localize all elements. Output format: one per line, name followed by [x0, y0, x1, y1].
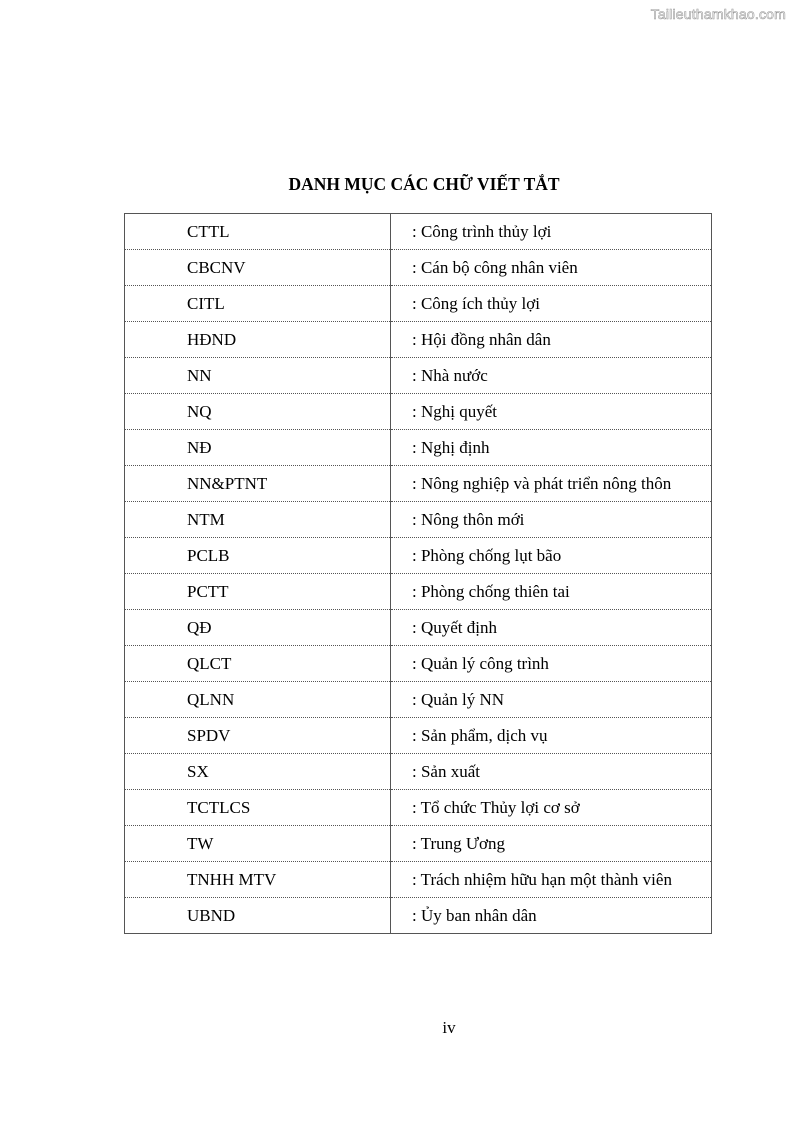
abbreviation: CTTL [125, 214, 391, 250]
table-row [125, 358, 712, 394]
definition: : Quản lý công trình [391, 646, 712, 682]
abbreviation: TW [125, 826, 391, 862]
abbreviation: PCTT [125, 574, 391, 610]
definition: : Sản xuất [391, 754, 712, 790]
table-row [125, 394, 712, 430]
abbreviation: HĐND [125, 322, 391, 358]
table-row [125, 754, 712, 790]
abbreviation-table [124, 213, 712, 934]
definition: : Công trình thủy lợi [391, 214, 712, 250]
definition: : Phòng chống thiên tai [391, 574, 712, 610]
abbreviation: NĐ [125, 430, 391, 466]
abbreviation: TCTLCS [125, 790, 391, 826]
table-row [125, 538, 712, 574]
abbreviation: NN [125, 358, 391, 394]
table-row [125, 646, 712, 682]
definition: : Phòng chống lụt bão [391, 538, 712, 574]
table-row [125, 718, 712, 754]
table-row [125, 790, 712, 826]
table-row [125, 322, 712, 358]
table-row [125, 826, 712, 862]
table-row [125, 898, 712, 934]
table-row [125, 430, 712, 466]
abbreviation: TNHH MTV [125, 862, 391, 898]
table-row [125, 862, 712, 898]
abbreviation: QLCT [125, 646, 391, 682]
definition: : Nghị quyết [391, 394, 712, 430]
abbreviation: SPDV [125, 718, 391, 754]
table-row [125, 286, 712, 322]
definition: : Nghị định [391, 430, 712, 466]
table-row [125, 574, 712, 610]
table-row [125, 610, 712, 646]
definition: : Sản phẩm, dịch vụ [391, 718, 712, 754]
definition: : Nhà nước [391, 358, 712, 394]
definition: : Trung Ương [391, 826, 712, 862]
abbreviation: NQ [125, 394, 391, 430]
definition: : Nông nghiệp và phát triển nông thôn [391, 466, 712, 502]
abbreviation: UBND [125, 898, 391, 934]
watermark: Tailieuthamkhao.com [650, 6, 786, 22]
table-row [125, 502, 712, 538]
definition: : Tổ chức Thủy lợi cơ sở [391, 790, 712, 826]
definition: : Quyết định [391, 610, 712, 646]
definition: : Trách nhiệm hữu hạn một thành viên [391, 862, 712, 898]
definition: : Công ích thủy lợi [391, 286, 712, 322]
definition: : Quản lý NN [391, 682, 712, 718]
abbreviation: QĐ [125, 610, 391, 646]
abbreviation: PCLB [125, 538, 391, 574]
abbreviation: CBCNV [125, 250, 391, 286]
definition: : Hội đồng nhân dân [391, 322, 712, 358]
page-number: iv [442, 1018, 456, 1037]
definition: : Nông thôn mới [391, 502, 712, 538]
definition: : Ủy ban nhân dân [412, 905, 537, 925]
abbreviation: SX [125, 754, 391, 790]
definition: : Cán bộ công nhân viên [391, 250, 712, 286]
table-row [125, 682, 712, 718]
abbreviation: CITL [125, 286, 391, 322]
abbreviation: NN&PTNT [125, 466, 391, 502]
table-row [125, 250, 712, 286]
page-title: DANH MỤC CÁC CHỮ VIẾT TẮT [288, 174, 560, 194]
table-row [125, 466, 712, 502]
abbreviation: QLNN [125, 682, 391, 718]
abbreviation: NTM [125, 502, 391, 538]
table-row [125, 214, 712, 250]
